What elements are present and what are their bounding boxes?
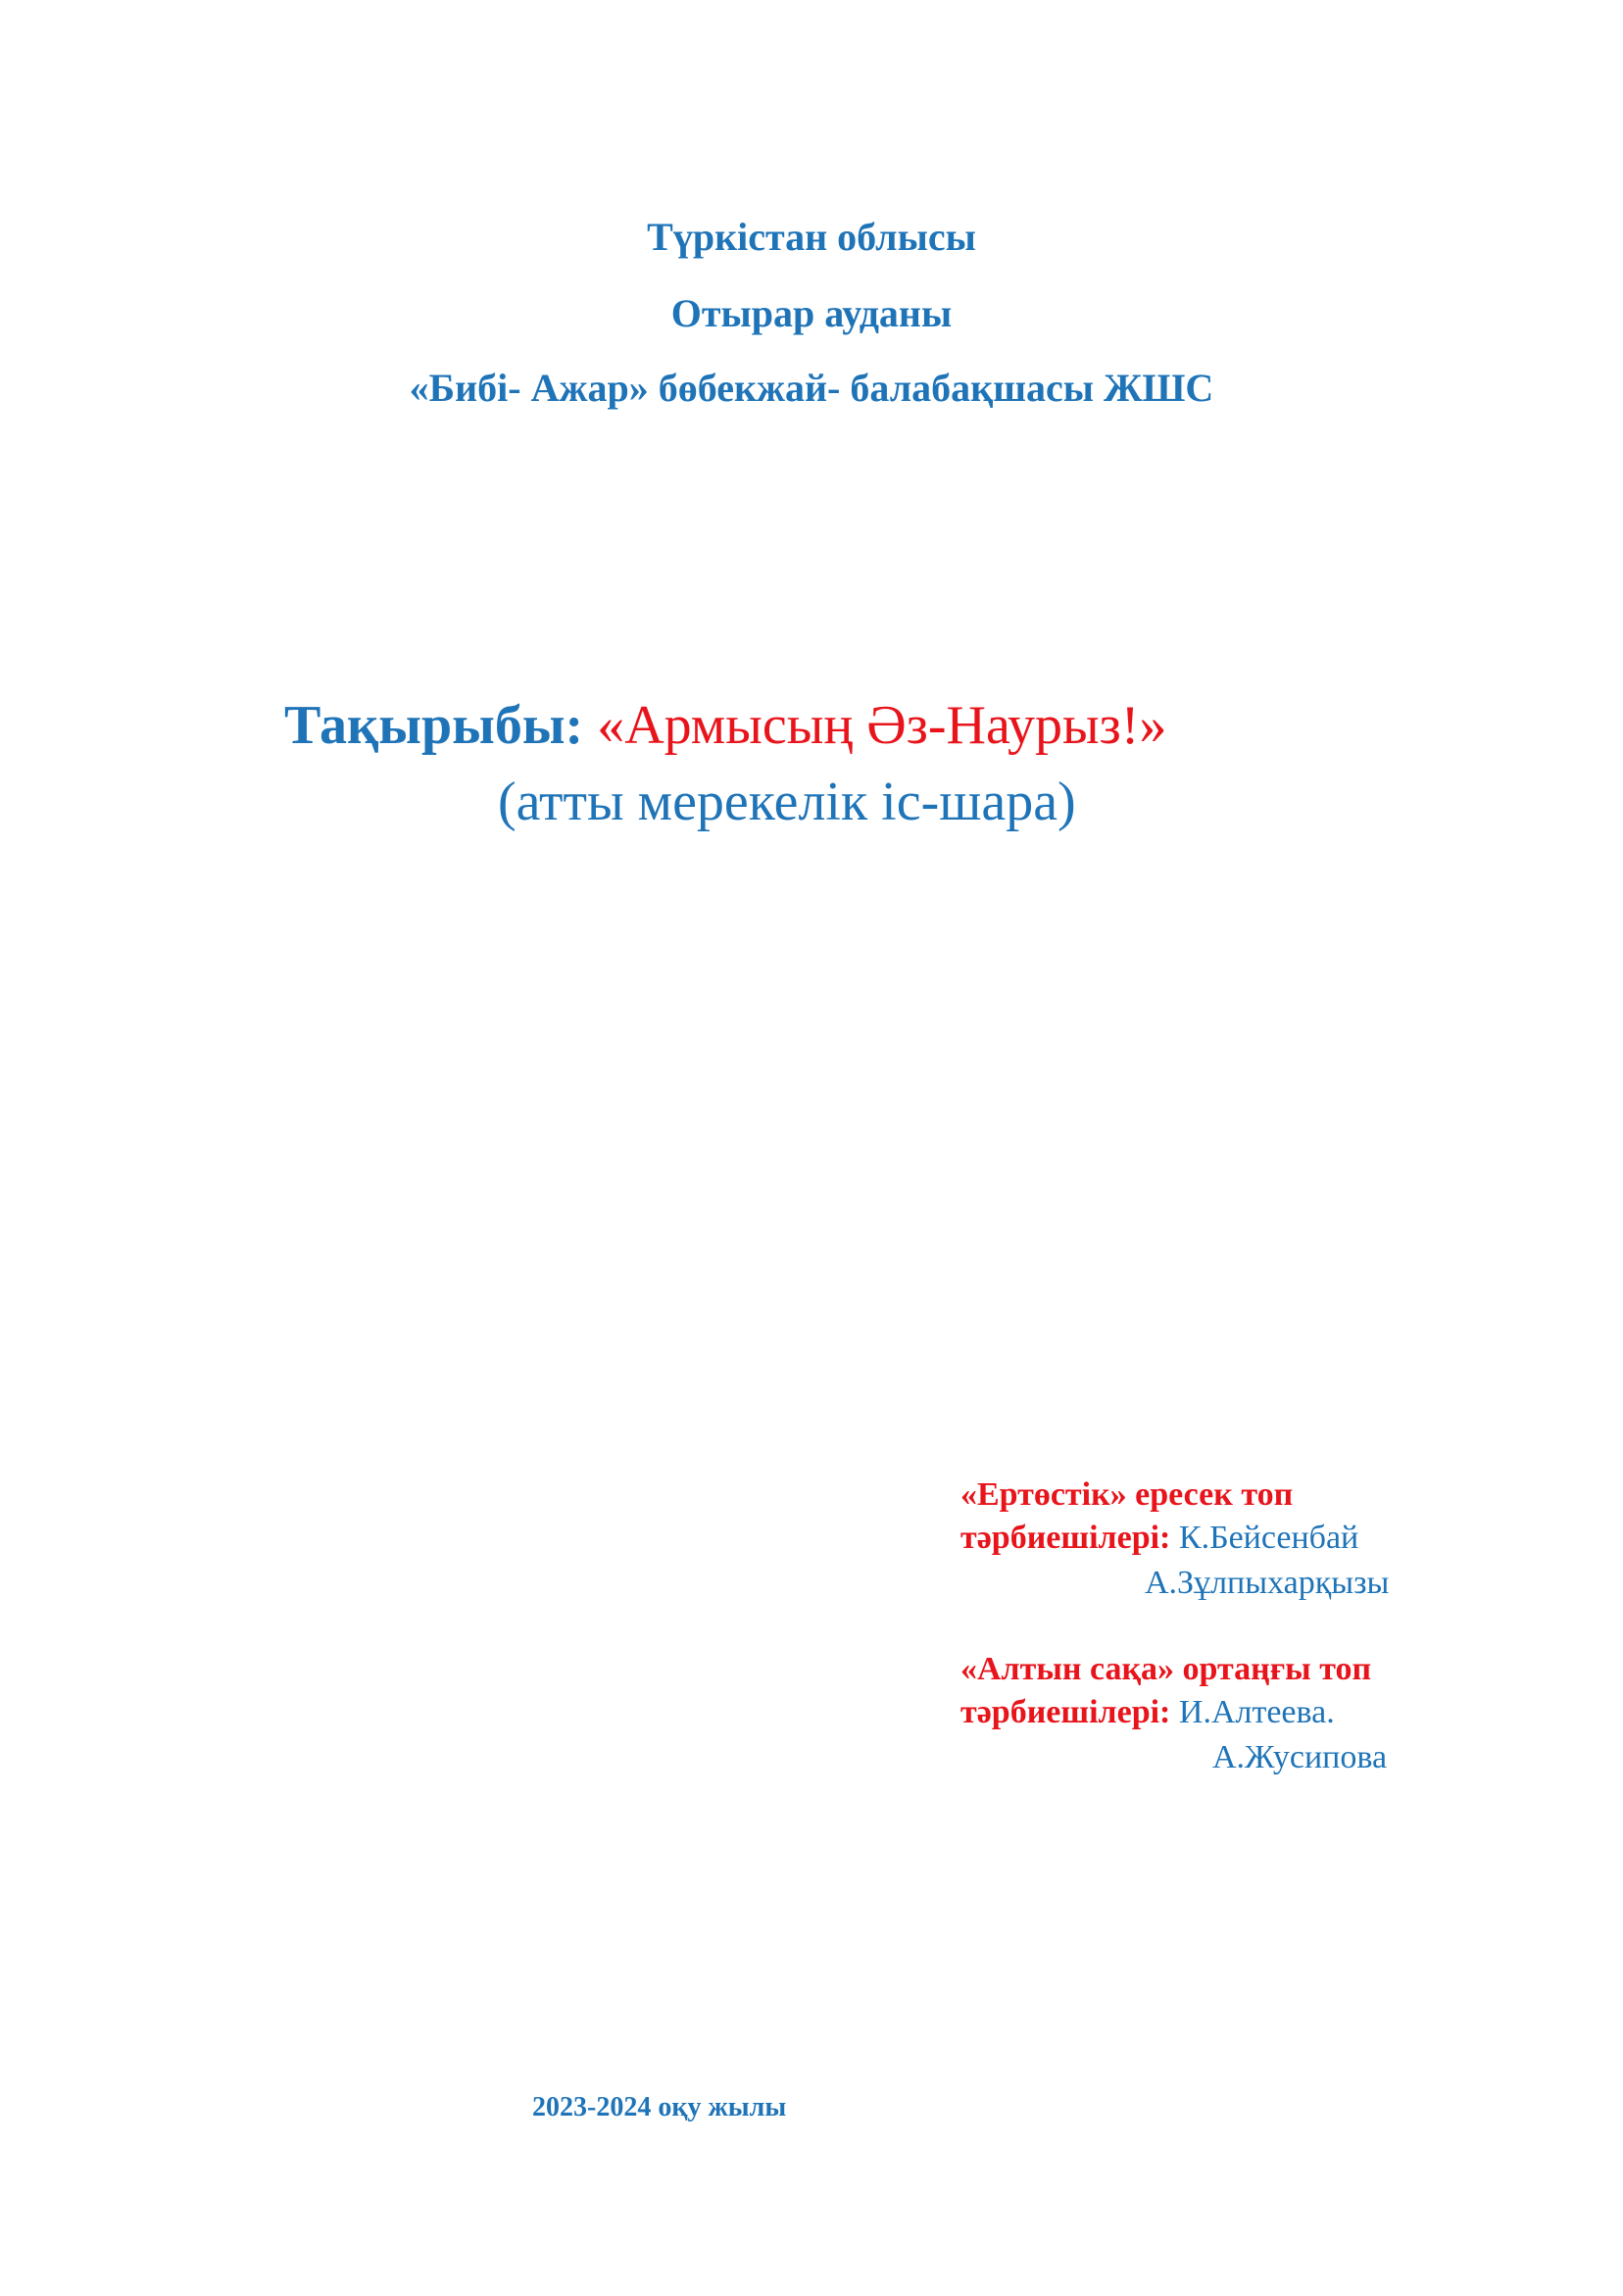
institution-heading: «Бибі- Ажар» бөбекжай- балабақшасы ЖШС — [409, 366, 1214, 410]
group-2-teacher-1: И.Алтеева. — [1178, 1694, 1335, 1730]
district-heading: Отырар ауданы — [670, 291, 953, 335]
topic-label: Тақырыбы: — [284, 695, 584, 756]
group-1-teacher-2: А.Зұлпыхарқызы — [1145, 1565, 1390, 1601]
group-1-role-line — [960, 1522, 1358, 1555]
topic-line — [284, 695, 1167, 756]
topic-subtitle: (атты мерекелік іс-шара) — [498, 772, 1076, 832]
group-2-title: «Алтын сақа» ортаңғы топ — [960, 1651, 1372, 1687]
topic-title: «Армысың Әз-Наурыз!» — [597, 695, 1167, 756]
group-2-role-line — [960, 1696, 1335, 1729]
group-1-role-label: тәрбиешілері: — [960, 1520, 1171, 1556]
group-2-role-label: тәрбиешілері: — [960, 1694, 1171, 1730]
group-2-teacher-2: А.Жусипова — [1212, 1739, 1388, 1775]
region-heading: Түркістан облысы — [647, 215, 976, 259]
group-1-title: «Ертөстік» ересек топ — [960, 1476, 1294, 1513]
group-1-teacher-1: К.Бейсенбай — [1178, 1520, 1359, 1556]
academic-year: 2023-2024 оқу жылы — [532, 2092, 787, 2122]
